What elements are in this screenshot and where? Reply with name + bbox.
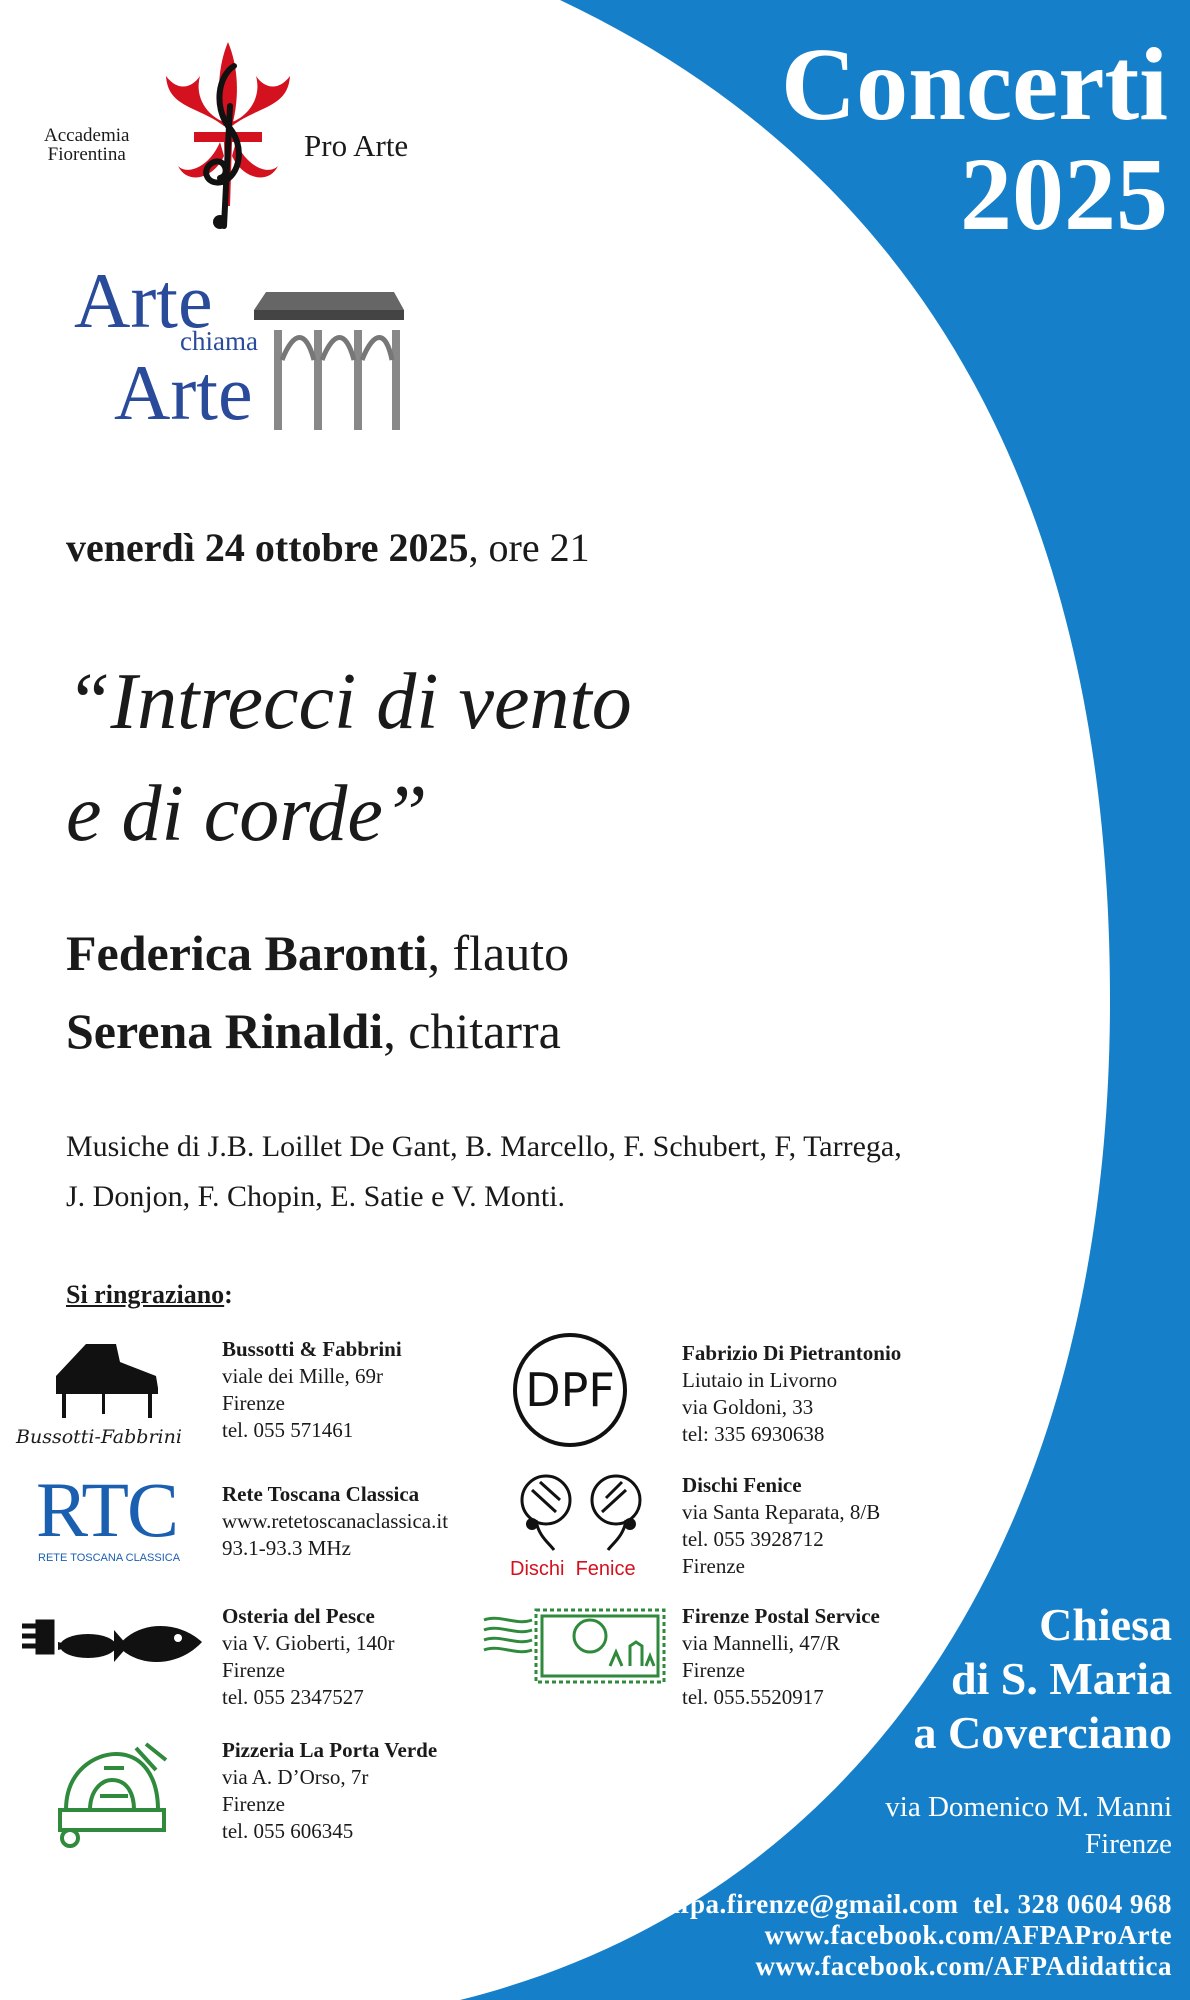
venue-line2: di S. Maria bbox=[950, 1653, 1172, 1704]
sponsor-line: via A. D’Orso, 7r bbox=[222, 1765, 369, 1789]
performer-1 bbox=[66, 924, 569, 982]
sponsor-osteria bbox=[222, 1603, 394, 1711]
piano-icon bbox=[46, 1336, 170, 1426]
sponsor-name: Firenze Postal Service bbox=[682, 1604, 880, 1628]
afpa-logo-line2: Fiorentina bbox=[47, 144, 126, 165]
sponsor-line: tel. 055.5520917 bbox=[682, 1685, 824, 1709]
sponsor-porta-verde bbox=[222, 1737, 437, 1845]
performer-2-role: , chitarra bbox=[383, 1003, 561, 1059]
event-title bbox=[66, 646, 632, 870]
dpf-logo bbox=[510, 1330, 630, 1450]
sponsor-line: tel. 055 3928712 bbox=[682, 1527, 824, 1551]
rtc-logo-sub: RETE TOSCANA CLASSICA bbox=[38, 1552, 181, 1564]
stamp-icon bbox=[480, 1606, 670, 1686]
afpa-logo-right-text: Pro Arte bbox=[304, 128, 409, 163]
program-text bbox=[66, 1122, 1126, 1222]
contact-email-phone[interactable]: afpa.firenze@gmail.com tel. 328 0604 968 bbox=[666, 1889, 1172, 1919]
sponsor-name: Dischi Fenice bbox=[682, 1473, 802, 1497]
sponsor-line: via V. Gioberti, 140r bbox=[222, 1631, 395, 1655]
performer-2 bbox=[66, 1002, 561, 1060]
sponsor-line: tel. 055 2347527 bbox=[222, 1685, 364, 1709]
sponsor-line: 93.1-93.3 MHz bbox=[222, 1536, 351, 1560]
afpa-logo-line1: Accademia bbox=[44, 125, 130, 146]
fish-icon bbox=[18, 1612, 204, 1674]
sponsor-line: Firenze bbox=[222, 1658, 285, 1682]
performer-2-name: Serena Rinaldi bbox=[66, 1003, 384, 1059]
performer-1-name: Federica Baronti bbox=[66, 925, 428, 981]
event-title-line2: e di corde” bbox=[66, 770, 428, 858]
event-date-bold: venerdì 24 ottobre 2025 bbox=[66, 525, 469, 570]
sponsor-rtc bbox=[222, 1481, 448, 1562]
contact-facebook-1[interactable]: www.facebook.com/AFPAProArte bbox=[764, 1920, 1172, 1950]
arte-word1: Arte bbox=[74, 257, 213, 344]
sponsor-line: viale dei Mille, 69r bbox=[222, 1364, 383, 1388]
program-line2: J. Donjon, F. Chopin, E. Satie e V. Monti. bbox=[66, 1180, 566, 1213]
sponsor-dpf bbox=[682, 1340, 901, 1448]
sponsor-bussotti bbox=[222, 1336, 402, 1444]
venue-city: Firenze bbox=[1085, 1828, 1172, 1860]
venue-line3: a Coverciano bbox=[913, 1707, 1172, 1758]
venue-line1: Chiesa bbox=[1039, 1599, 1172, 1650]
performer-1-role: , flauto bbox=[427, 925, 570, 981]
sponsor-line: Firenze bbox=[222, 1391, 285, 1415]
venue-name bbox=[752, 1598, 1172, 1760]
sponsor-name: Pizzeria La Porta Verde bbox=[222, 1738, 438, 1762]
sponsor-line: via Mannelli, 47/R bbox=[682, 1631, 841, 1655]
sponsor-line: via Goldoni, 33 bbox=[682, 1395, 814, 1419]
sponsor-line: Liutaio in Livorno bbox=[682, 1368, 838, 1392]
sponsor-line: tel. 055 606345 bbox=[222, 1819, 354, 1843]
thanks-label bbox=[66, 1280, 233, 1310]
arte-chiama-word: chiama bbox=[180, 326, 258, 356]
fleur-de-lis-clef-icon bbox=[158, 36, 298, 236]
sponsor-fenice bbox=[682, 1472, 880, 1580]
program-line1: Musiche di J.B. Loillet De Gant, B. Marcello, F. Schubert, F, Tarrega, bbox=[66, 1130, 902, 1163]
header-title-line1: Concerti bbox=[781, 27, 1168, 142]
arte-word2: Arte bbox=[114, 349, 253, 436]
afpa-logo-left-text bbox=[44, 126, 129, 164]
sponsor-line: via Santa Reparata, 8/B bbox=[682, 1500, 881, 1524]
header-title-line2: 2025 bbox=[960, 137, 1168, 252]
event-date bbox=[66, 524, 590, 571]
sponsor-name: Fabrizio Di Pietrantonio bbox=[682, 1341, 902, 1365]
sponsor-line: Firenze bbox=[222, 1792, 285, 1816]
thanks-label-text: Si ringraziano bbox=[66, 1280, 225, 1309]
sponsor-name: Osteria del Pesce bbox=[222, 1604, 375, 1628]
oven-icon bbox=[46, 1740, 178, 1850]
contacts bbox=[472, 1889, 1172, 1982]
fenice-logo-text: Dischi Fenice bbox=[510, 1558, 636, 1580]
dpf-logo-text: DPF bbox=[525, 1363, 615, 1417]
header-title bbox=[648, 27, 1168, 252]
contact-facebook-2[interactable]: www.facebook.com/AFPAdidattica bbox=[755, 1951, 1172, 1981]
sponsor-name: Bussotti & Fabbrini bbox=[222, 1337, 402, 1361]
arte-chiama-arte-logo bbox=[74, 257, 414, 457]
sponsor-line: tel: 335 6930638 bbox=[682, 1422, 825, 1446]
venue-address bbox=[752, 1789, 1172, 1863]
event-time: , ore 21 bbox=[468, 525, 590, 570]
event-title-line1: “Intrecci di vento bbox=[66, 658, 632, 746]
rtc-logo-text: RTC bbox=[36, 1466, 178, 1553]
venue-street: via Domenico M. Manni bbox=[885, 1791, 1172, 1823]
sponsor-line: Firenze bbox=[682, 1658, 745, 1682]
sponsor-name: Rete Toscana Classica bbox=[222, 1482, 420, 1506]
thanks-colon: : bbox=[224, 1280, 233, 1309]
phoenix-icon bbox=[508, 1470, 654, 1552]
afpa-logo bbox=[40, 36, 420, 236]
loggia-icon bbox=[244, 270, 414, 440]
bussotti-logo-text: Bussotti-Fabbrini bbox=[16, 1426, 182, 1448]
sponsor-line: www.retetoscanaclassica.it bbox=[222, 1509, 449, 1533]
sponsor-line: tel. 055 571461 bbox=[222, 1418, 354, 1442]
sponsor-line: Firenze bbox=[682, 1554, 745, 1578]
